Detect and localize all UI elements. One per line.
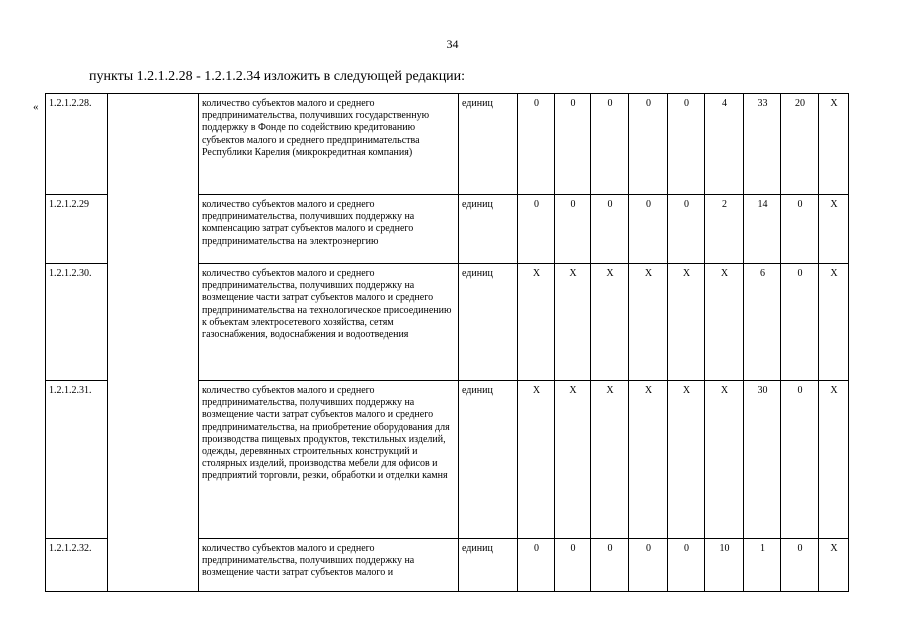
row-unit: единиц — [459, 195, 518, 264]
row-value: 0 — [555, 539, 591, 592]
row-value: 0 — [518, 539, 555, 592]
empty-merged-cell — [108, 94, 199, 592]
row-value: Х — [555, 381, 591, 539]
row-value: 0 — [781, 264, 819, 381]
row-value: 0 — [668, 94, 705, 195]
row-indicator: количество субъектов малого и среднего предпринимательства, получивших поддержку на возмещение части затрат субъектов малого и среднего предпринимательства, на приобретение оборудования для производства пищевых продуктов, текстильных изделий, одежды, деревянных строительных конструкций и столярных изделий, производства мебели для офисов и предприятий торговли, резки, обработки и отделки камня — [199, 381, 459, 539]
row-code: 1.2.1.2.31. — [46, 381, 108, 539]
row-indicator: количество субъектов малого и среднего предпринимательства, получивших поддержку на возмещение части затрат субъектов малого и — [199, 539, 459, 592]
row-value: 33 — [744, 94, 781, 195]
row-value: Х — [705, 381, 744, 539]
row-value: 30 — [744, 381, 781, 539]
row-value: 0 — [781, 195, 819, 264]
row-value: 0 — [781, 539, 819, 592]
row-code: 1.2.1.2.30. — [46, 264, 108, 381]
row-value: Х — [668, 264, 705, 381]
intro-text: пункты 1.2.1.2.28 - 1.2.1.2.34 изложить в следующей редакции: — [89, 69, 466, 84]
row-value: Х — [555, 264, 591, 381]
row-unit: единиц — [459, 539, 518, 592]
row-value: Х — [591, 264, 629, 381]
row-value: Х — [629, 381, 668, 539]
row-value: Х — [705, 264, 744, 381]
table-row — [46, 94, 849, 195]
indicator-table — [45, 93, 849, 592]
row-value: 0 — [591, 195, 629, 264]
row-value: 4 — [705, 94, 744, 195]
page-number: 34 — [446, 37, 459, 51]
row-code: 1.2.1.2.29 — [46, 195, 108, 264]
row-value: Х — [819, 539, 849, 592]
row-value: 0 — [781, 381, 819, 539]
row-value: 0 — [555, 195, 591, 264]
row-value: Х — [819, 94, 849, 195]
row-indicator: количество субъектов малого и среднего предпринимательства, получивших государственную поддержку в Фонде по содействию кредитованию субъектов малого и среднего предпринимательства Республики Карелия (микрокредитная компания) — [199, 94, 459, 195]
row-code: 1.2.1.2.32. — [46, 539, 108, 592]
row-value: 0 — [555, 94, 591, 195]
row-value: Х — [819, 195, 849, 264]
row-value: Х — [668, 381, 705, 539]
row-value: 0 — [518, 195, 555, 264]
row-value: 2 — [705, 195, 744, 264]
row-value: 14 — [744, 195, 781, 264]
row-value: Х — [819, 264, 849, 381]
row-value: 0 — [591, 94, 629, 195]
opening-quote-mark: « — [33, 101, 39, 113]
row-code: 1.2.1.2.28. — [46, 94, 108, 195]
row-value: Х — [518, 264, 555, 381]
row-value: 6 — [744, 264, 781, 381]
row-value: Х — [819, 381, 849, 539]
row-value: 0 — [668, 539, 705, 592]
row-unit: единиц — [459, 264, 518, 381]
row-value: Х — [629, 264, 668, 381]
row-value: 0 — [518, 94, 555, 195]
row-value: Х — [518, 381, 555, 539]
row-value: 0 — [629, 539, 668, 592]
row-indicator: количество субъектов малого и среднего предпринимательства, получивших поддержку на возмещение части затрат субъектов малого и среднего предпринимательства на технологическое присоединению к объектам электросетевого хозяйства, сетям газоснабжения, водоснабжения и водоотведения — [199, 264, 459, 381]
row-unit: единиц — [459, 94, 518, 195]
row-value: 1 — [744, 539, 781, 592]
row-value: 20 — [781, 94, 819, 195]
row-value: 0 — [668, 195, 705, 264]
row-value: 10 — [705, 539, 744, 592]
row-value: 0 — [591, 539, 629, 592]
row-indicator: количество субъектов малого и среднего предпринимательства, получивших поддержку на компенсацию затрат субъектов малого и среднего предпринимательства на электроэнергию — [199, 195, 459, 264]
row-unit: единиц — [459, 381, 518, 539]
row-value: Х — [591, 381, 629, 539]
row-value: 0 — [629, 94, 668, 195]
row-value: 0 — [629, 195, 668, 264]
